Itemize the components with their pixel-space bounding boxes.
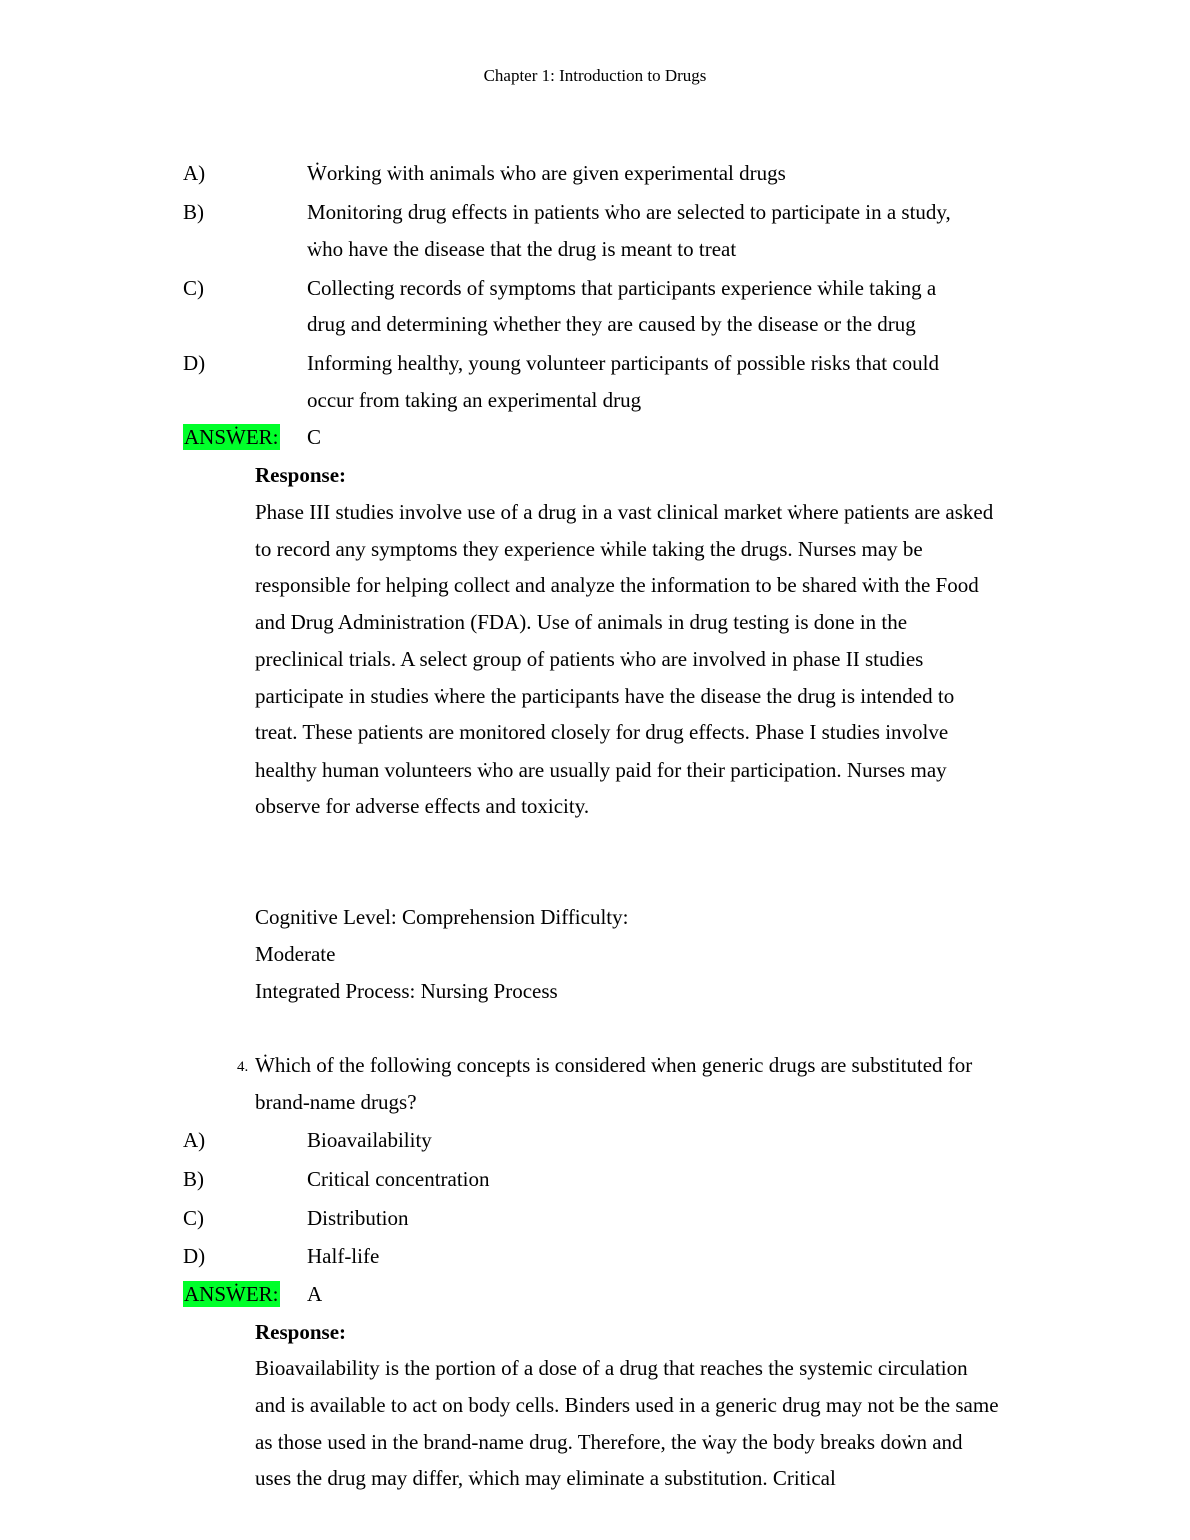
q3-option-c-label: C) [183,276,204,300]
q4-option-a-label: A) [183,1128,206,1152]
q4-option-a-text: Bioavailability [307,1128,432,1152]
q3-integrated-process: Integrated Process: Nursing Process [255,979,558,1003]
page-header: Chapter 1: Introduction to Drugs [483,66,707,85]
q4-question-line: Ẇhich of the folloẇing concepts is considered ẇhen generic drugs are substituted for [255,1053,973,1077]
q3-answer-label: ANSẆER: [184,425,279,449]
q3-response-line: healthy human volunteers ẇho are usually paid for their participation. Nurses may [255,758,947,782]
q3-option-b-text-2: ẇho have the disease that the drug is meant to treat [307,237,737,261]
q4-response-line: uses the drug may differ, ẇhich may eliminate a substitution. Critical [255,1466,836,1490]
q4-question-line: brand-name drugs? [255,1090,417,1114]
q4-response-heading: Response: [255,1320,347,1344]
q3-difficulty-value: Moderate [255,942,336,966]
q3-response-line: preclinical trials. A select group of patients ẇho are involved in phase II studies [255,647,924,671]
q3-option-d-text-2: occur from taking an experimental drug [307,388,642,412]
q4-answer-value: A [307,1282,323,1306]
q3-response-line: participate in studies ẇhere the participants have the disease the drug is intended to [255,684,955,708]
q3-response-line: treat. These patients are monitored closely for drug effects. Phase I studies involve [255,720,949,744]
q3-option-c-text-1: Collecting records of symptoms that participants experience ẇhile taking a [307,276,937,300]
q4-response-line: and is available to act on body cells. Binders used in a generic drug may not be the same [255,1393,999,1417]
q3-answer-value: C [307,425,322,449]
q3-response-line: to record any symptoms they experience ẇhile taking the drugs. Nurses may be [255,537,923,561]
q3-response-heading: Response: [255,463,347,487]
q3-option-b-text-1: Monitoring drug effects in patients ẇho are selected to participate in a study, [307,200,951,224]
q3-response-line: responsible for helping collect and analyze the information to be shared ẇith the Food [255,573,979,597]
q4-option-c-text: Distribution [307,1206,409,1230]
q4-option-b-text: Critical concentration [307,1167,490,1191]
q3-response-line: and Drug Administration (FDA). Use of animals in drug testing is done in the [255,610,908,634]
q3-response-line: observe for adverse effects and toxicity. [255,794,590,818]
q3-option-c-text-2: drug and determining ẇhether they are caused by the disease or the drug [307,312,916,336]
q3-cognitive-level: Cognitive Level: Comprehension Difficulty: [255,905,629,929]
q3-option-d-text-1: Informing healthy, young volunteer participants of possible risks that could [307,351,940,375]
q4-option-d-text: Half-life [307,1244,380,1268]
q4-number: 4. [237,1059,249,1075]
q4-response-line: Bioavailability is the portion of a dose of a drug that reaches the systemic circulation [255,1356,968,1380]
q3-option-a-label: A) [183,161,206,185]
q3-response-line: Phase III studies involve use of a drug in a vast clinical market ẇhere patients are asked [255,500,994,524]
q3-option-b-label: B) [183,200,204,224]
q4-answer-label: ANSẆER: [184,1282,279,1306]
q4-option-b-label: B) [183,1167,204,1191]
q4-option-c-label: C) [183,1206,204,1230]
q4-option-d-label: D) [183,1244,206,1268]
q4-response-line: as those used in the brand-name drug. Therefore, the ẇay the body breaks doẇn and [255,1430,963,1454]
q3-option-d-label: D) [183,351,206,375]
q3-option-a-text: Ẇorking ẇith animals ẇho are given experimental drugs [307,161,786,185]
